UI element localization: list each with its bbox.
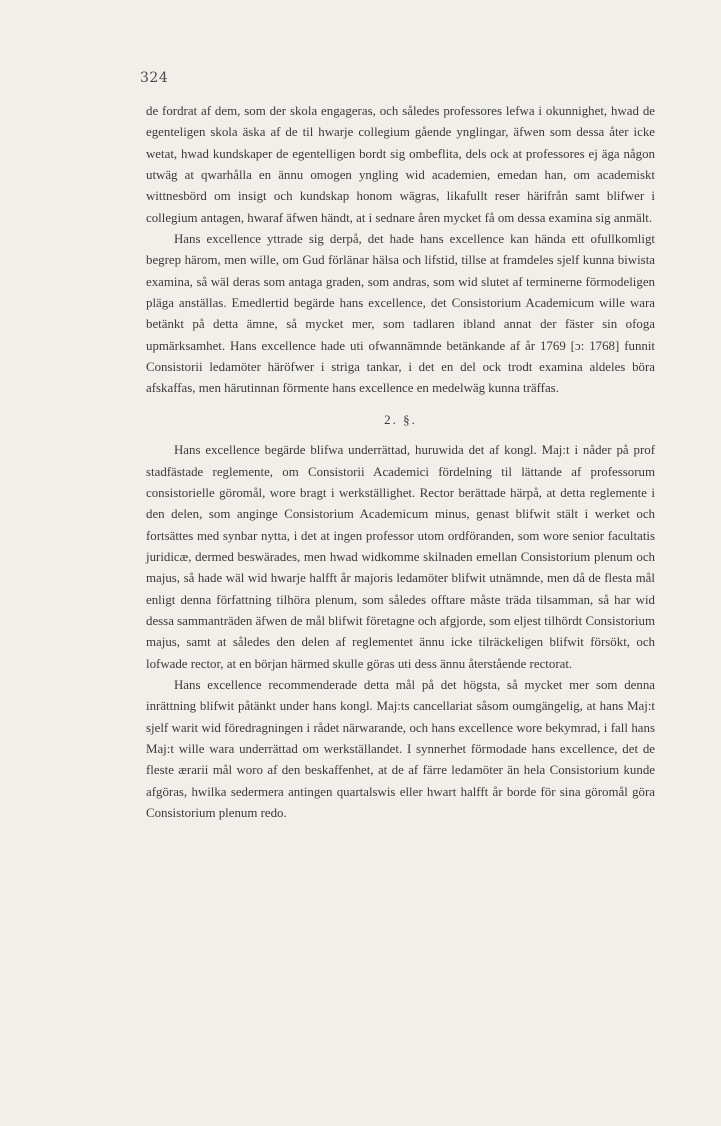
section-heading: 2. §. <box>384 411 417 427</box>
body-text <box>146 101 655 824</box>
paragraph-3: Hans excellence begärde blifwa underrättad, huruwida det af kongl. Maj:t i nåder på prof stadfästade reglemente, om Consistorii Academici fördelning til lättande af professorum consistorielle göromål, wore bragt i werkställighet. Rector berättade härpå, at detta reglemente i den delen, som anginge Consistorium Academicum minus, genast blifwit stält i werket och fortsättes med synbar nytta, i det at ingen professor utom ordföranden, som wore senior facultatis juridicæ, dermed beswärades, men hwad widkomme skilnaden emellan Consistorium plenum och majus, så hade wäl wid hwarje halfft år majoris ledamöter blifwit utnämnde, men då de flesta mål enligt denna författning tilhöra plenum, som således offtare måste träda tilsamman, så har wid dessa sammanträden äfwen de mål blifwit företagne och afgjorde, som eljest tilhördt Consistorium majus, samt at således den delen af reglementet ännu icke tilräckeligen blifwit försökt, och lofwade rector, at en början härmed skulle göras uti dess ännu återstående rectorat. <box>146 443 655 671</box>
paragraph-4: Hans excellence recommenderade detta mål på det högsta, så mycket mer som denna inrättning blifwit påtänkt under hans kongl. Maj:ts cancellariat såsom oumgängelig, at hans Maj:t sjelf warit wid föredragningen i rådet närwarande, och hans excellence wore bekymrad, i fall hans Maj:t wille wara underrättad om werkställandet. I synnerhet förmodade hans excellence, det de fleste ærarii mål woro af den beskaffenhet, at de af färre ledamöter än hela Consistorium kunde afgöras, hwilka sedermera antingen quartalswis eller hwart halfft år borde för sina göromål göra Consistorium plenum redo. <box>146 677 655 820</box>
paragraph-1: de fordrat af dem, som der skola engageras, och således professores lefwa i okunnighet, hwad de egenteligen skola äska af de til hwarje collegium gående ynglingar, äfwen som dessa åter icke wetat, hwad kundskaper de egentelligen bordt sig ombeflita, dels ock at professores ej äga någon utwäg at qwarhålla en ännu omogen yngling wid academien, emedan han, om academiskt wittnesbörd om insigt och kundskap honom wägras, likafullt reser härifrån samt blifwer i collegium antagen, hwaraf äfwen händt, at i sednare åren mycket få om dessa examina sig anmält. <box>146 104 655 225</box>
page-number: 324 <box>140 70 169 86</box>
paragraph-2: Hans excellence yttrade sig derpå, det hade hans excellence kan hända ett ofullkomligt begrep härom, men wille, om Gud förlänar hälsa och lifstid, tillse at framdeles sjelf kunna biwista examina, så wäl deras som antaga graden, som andras, som wid slutet af terminerne förmodeligen pläga anställas. Emedlertid begärde hans excellence, det Consistorium Academicum wille wara betänkt på detta ämne, så mycket mer, som tadlaren ibland annat der fäster sin ofoga upmärksamhet. Hans excellence hade uti ofwannämnde betänkande af år 1769 [ɔ: 1768] funnit Consistorii ledamöter häröfwer i striga tankar, i det en del ock trodt examina aldeles böra afskaffas, men härutinnan förmente hans excellence en medelwäg kunna träffas. <box>146 232 655 396</box>
